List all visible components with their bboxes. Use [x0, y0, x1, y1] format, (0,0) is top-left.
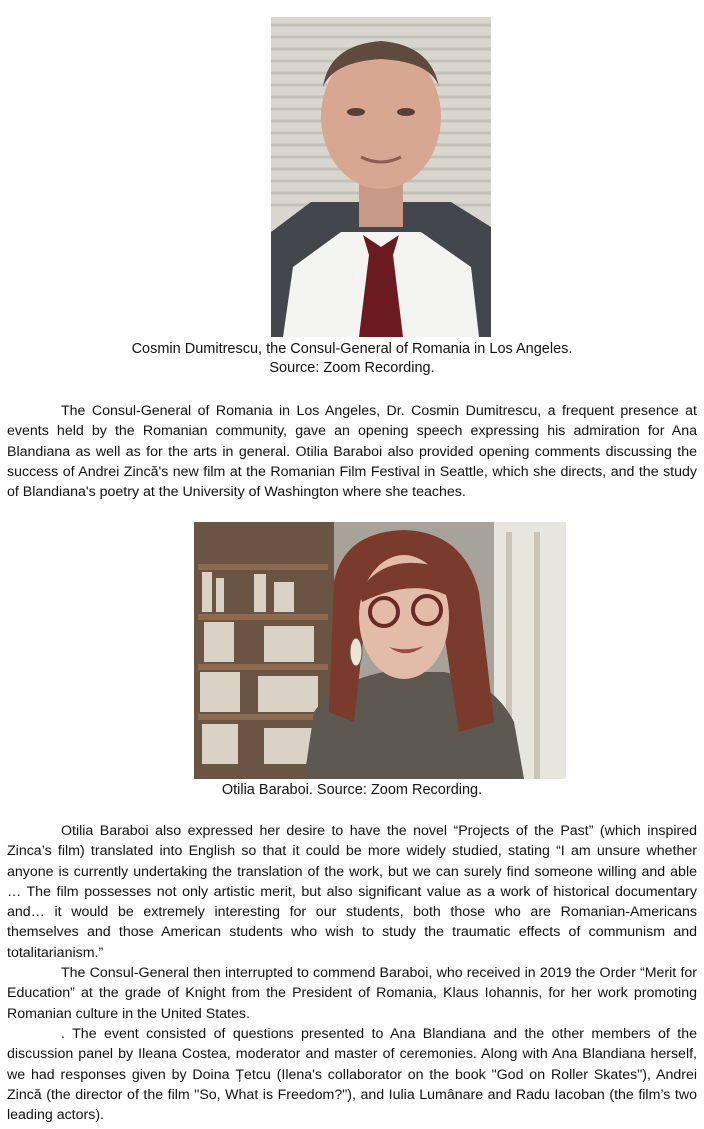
paragraph-commendation: The Consul-General then interrupted to commend Baraboi, who received in 2019 the Order “Merit for Education” at the grade of Knight from the President of Romania, Klaus Iohannis, for her work promoting Romanian culture in the United States. [7, 965, 697, 1022]
figure2-caption: Otilia Baraboi. Source: Zoom Recording. [221, 782, 483, 798]
paragraph-event-panel: . The event consisted of questions presented to Ana Blandiana and the other members of the discussion panel by Ileana Costea, moderator and master of ceremonies. Along with Ana Blandiana herself, we had responses given by Doina Țetcu (Ilena's collaborator on the book "God on Roller Skates"), Andrei Zincă (the director of the film "So, What is Freedom?"), and Iulia Lumânare and Radu Iacoban (the film’s two leading actors). [7, 1026, 697, 1124]
figure1-caption-line2: Source: Zoom Recording. [269, 360, 435, 376]
figure1-caption [0, 340, 704, 378]
consul-general-photo [271, 17, 491, 337]
otilia-baraboi-photo [194, 522, 566, 779]
paragraph-opening-speech: The Consul-General of Romania in Los Angeles, Dr. Cosmin Dumitrescu, a frequent presence at events held by the Romanian community, gave an opening speech expressing his admiration for Ana Blandiana as well as for the arts in general. Otilia Baraboi also provided opening comments discussing the success of Andrei Zincă's new film at the Romanian Film Festival in Seattle, which she directs, and the study of Blandiana's poetry at the University of Washington where she teaches. [7, 403, 697, 501]
paragraph-translation-desire: Otilia Baraboi also expressed her desire to have the novel “Projects of the Past” (which inspired Zinca’s film) translated into English so that it could be more widely studied, stating “I am unsure whether anyone is currently undertaking the translation of the work, but we can surely find someone willing and able … The film possesses not only artistic merit, but also significant value as a work of historical documentary and… it would be extremely interesting for our students, both those who are Romanian-Americans themselves and those American students who wish to study the traumatic effects of communism and totalitarianism.” [7, 823, 697, 961]
figure1-caption-line1: Cosmin Dumitrescu, the Consul-General of Romania in Los Angeles. [131, 341, 573, 357]
